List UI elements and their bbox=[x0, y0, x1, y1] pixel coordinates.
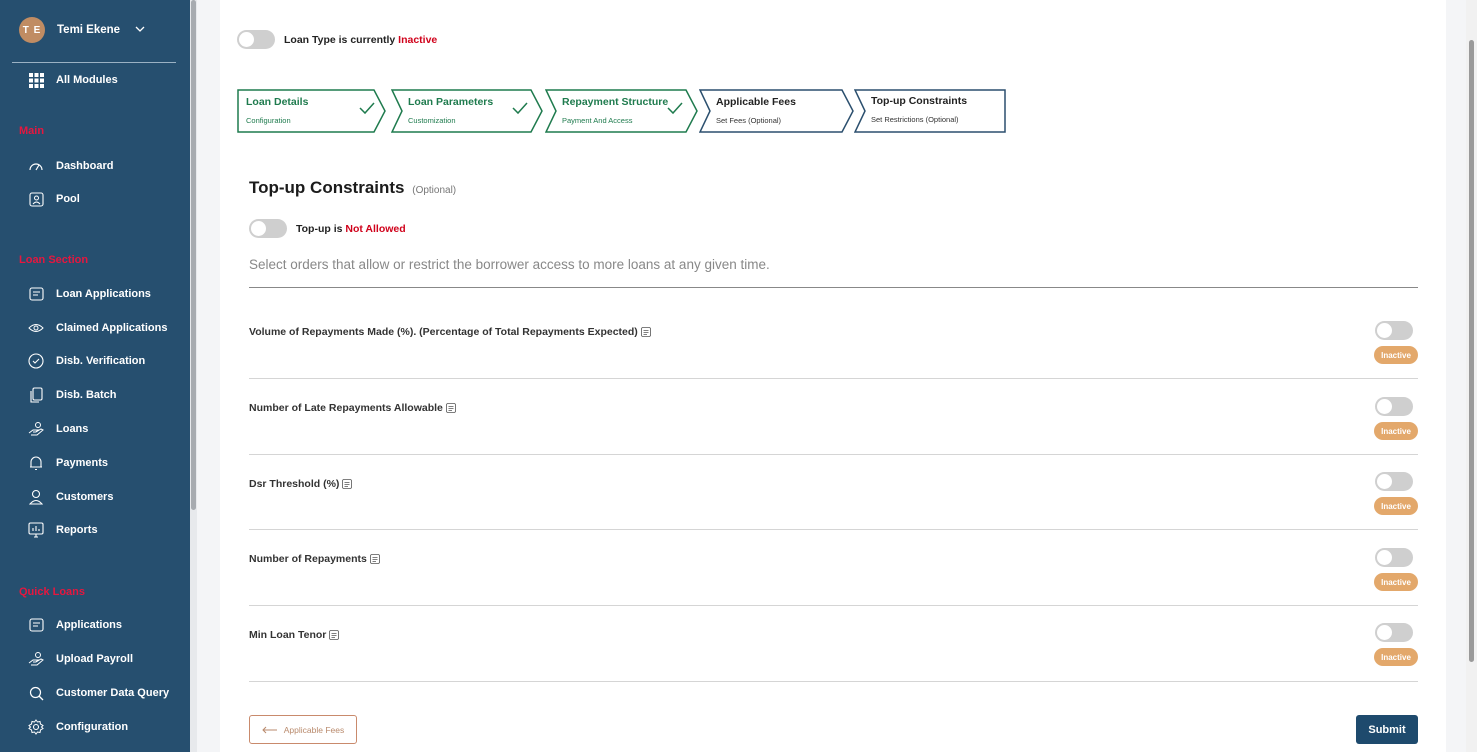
constraint-label bbox=[249, 629, 339, 641]
sidebar-item-dashboard[interactable] bbox=[28, 158, 113, 174]
check-icon bbox=[512, 101, 528, 115]
divider bbox=[249, 529, 1418, 530]
loan-type-prefix: Loan Type is currently bbox=[284, 33, 396, 46]
status-badge: Inactive bbox=[1374, 497, 1418, 515]
search-icon bbox=[28, 685, 44, 701]
dashboard-icon bbox=[28, 158, 44, 174]
applications-icon bbox=[28, 617, 44, 633]
sidebar-item-loan-applications[interactable] bbox=[28, 286, 151, 302]
loan-type-status bbox=[237, 30, 437, 49]
status-badge: Inactive bbox=[1374, 573, 1418, 591]
constraint-toggle[interactable] bbox=[1375, 548, 1413, 567]
user-menu[interactable] bbox=[19, 17, 145, 43]
divider bbox=[249, 605, 1418, 606]
info-icon[interactable] bbox=[641, 327, 651, 337]
constraint-toggle[interactable] bbox=[1375, 472, 1413, 491]
back-button-label: Applicable Fees bbox=[283, 724, 345, 735]
step-loan-parameters[interactable] bbox=[391, 89, 544, 133]
divider bbox=[249, 287, 1418, 288]
check-icon bbox=[359, 101, 375, 115]
section-title-text: Top-up Constraints bbox=[249, 178, 405, 197]
sidebar-item-quick-applications[interactable] bbox=[28, 617, 122, 633]
step-applicable-fees[interactable] bbox=[699, 89, 855, 133]
check-icon bbox=[667, 101, 683, 115]
pool-icon bbox=[28, 191, 44, 207]
step-subtitle: Payment And Access bbox=[562, 116, 633, 125]
back-button[interactable] bbox=[249, 715, 357, 744]
section-optional-tag: (Optional) bbox=[412, 185, 457, 196]
sidebar-item-disb-verification[interactable] bbox=[28, 353, 145, 369]
info-icon[interactable] bbox=[329, 630, 339, 640]
arrow-left-icon bbox=[262, 726, 278, 734]
hand-coins-icon bbox=[28, 421, 44, 437]
chart-icon bbox=[28, 522, 44, 538]
sidebar-item-label: Disb. Batch bbox=[56, 389, 117, 401]
check-circle-icon bbox=[28, 353, 44, 369]
person-icon bbox=[28, 489, 44, 505]
sidebar-scrollbar-thumb[interactable] bbox=[191, 0, 196, 510]
chevron-down-icon bbox=[135, 25, 145, 36]
info-icon[interactable] bbox=[370, 554, 380, 564]
submit-button[interactable]: Submit bbox=[1356, 715, 1418, 744]
step-top-up-constraints[interactable] bbox=[854, 89, 1006, 133]
step-title: Applicable Fees bbox=[716, 96, 796, 108]
grid-icon bbox=[28, 72, 44, 88]
sidebar-item-label: Customer Data Query bbox=[56, 687, 170, 699]
sidebar-item-label: Loan Applications bbox=[56, 288, 151, 300]
step-title: Repayment Structure bbox=[562, 96, 669, 108]
sidebar-item-disb-batch[interactable] bbox=[28, 387, 117, 403]
hand-coins-icon bbox=[28, 651, 44, 667]
constraint-toggle[interactable] bbox=[1375, 321, 1413, 340]
section-quick-loans: Quick Loans bbox=[19, 586, 86, 598]
sidebar-item-label: Dashboard bbox=[56, 160, 114, 172]
batch-icon bbox=[28, 387, 44, 403]
sidebar-item-customers[interactable] bbox=[28, 489, 113, 505]
section-main: Main bbox=[19, 125, 45, 137]
constraint-label bbox=[249, 478, 352, 490]
info-icon[interactable] bbox=[446, 403, 456, 413]
status-badge: Inactive bbox=[1374, 422, 1418, 440]
constraint-label-text: Dsr Threshold (%) bbox=[249, 478, 340, 490]
topup-status bbox=[249, 219, 406, 238]
sidebar-item-claimed-applications[interactable] bbox=[28, 320, 167, 336]
step-loan-details[interactable] bbox=[237, 89, 387, 133]
sidebar-item-reports[interactable] bbox=[28, 522, 98, 538]
sidebar-item-all-modules[interactable] bbox=[28, 72, 118, 88]
step-subtitle: Set Fees (Optional) bbox=[716, 116, 782, 125]
sidebar-item-label: Claimed Applications bbox=[56, 322, 168, 334]
step-subtitle: Configuration bbox=[246, 116, 291, 125]
step-repayment-structure[interactable] bbox=[545, 89, 699, 133]
topup-state: Not Allowed bbox=[345, 222, 406, 235]
sidebar-item-label: Upload Payroll bbox=[56, 653, 134, 665]
sidebar-item-configuration[interactable] bbox=[28, 719, 128, 735]
step-title: Top-up Constraints bbox=[871, 95, 968, 107]
sidebar-item-label: Pool bbox=[56, 193, 80, 205]
page-scrollbar[interactable] bbox=[1466, 0, 1477, 752]
topup-label bbox=[296, 223, 406, 235]
step-title: Loan Details bbox=[246, 96, 309, 108]
sidebar-item-label: Applications bbox=[56, 619, 123, 631]
sidebar-item-label: Customers bbox=[56, 491, 114, 503]
sidebar-item-label: Loans bbox=[56, 423, 89, 435]
constraint-label bbox=[249, 553, 380, 565]
divider bbox=[249, 378, 1418, 379]
constraint-label-text: Number of Repayments bbox=[249, 553, 367, 565]
sidebar bbox=[0, 0, 190, 752]
status-badge: Inactive bbox=[1374, 346, 1418, 364]
sidebar-item-label: All Modules bbox=[56, 74, 118, 86]
constraint-label-text: Min Loan Tenor bbox=[249, 629, 327, 641]
sidebar-scrollbar[interactable] bbox=[190, 0, 197, 752]
sidebar-item-payments[interactable] bbox=[28, 455, 108, 471]
sidebar-item-loans[interactable] bbox=[28, 421, 88, 437]
applications-icon bbox=[28, 286, 44, 302]
constraint-toggle[interactable] bbox=[1375, 397, 1413, 416]
loan-type-toggle[interactable] bbox=[237, 30, 275, 49]
constraint-label bbox=[249, 326, 651, 338]
sidebar-item-label: Disb. Verification bbox=[56, 355, 146, 367]
user-name: Temi Ekene bbox=[57, 24, 121, 36]
constraint-label-text: Volume of Repayments Made (%). (Percentage of Total Repayments Expected) bbox=[249, 326, 638, 338]
step-title: Loan Parameters bbox=[408, 96, 494, 108]
section-description: Select orders that allow or restrict the borrower access to more loans at any given time. bbox=[249, 257, 770, 272]
page-scrollbar-thumb[interactable] bbox=[1469, 40, 1474, 662]
divider bbox=[249, 454, 1418, 455]
sidebar-item-label: Payments bbox=[56, 457, 108, 469]
step-subtitle: Set Restrictions (Optional) bbox=[871, 115, 959, 124]
step-subtitle: Customization bbox=[408, 116, 456, 125]
sidebar-item-pool[interactable] bbox=[28, 191, 80, 207]
eye-icon bbox=[28, 320, 44, 336]
gear-icon bbox=[28, 719, 44, 735]
sidebar-item-customer-data-query[interactable] bbox=[28, 685, 169, 701]
sidebar-item-upload-payroll[interactable] bbox=[28, 651, 133, 667]
loan-type-state: Inactive bbox=[398, 33, 438, 46]
avatar: T E bbox=[19, 17, 45, 43]
topup-toggle[interactable] bbox=[249, 219, 287, 238]
info-icon[interactable] bbox=[342, 479, 352, 489]
divider bbox=[249, 681, 1418, 682]
sidebar-item-label: Reports bbox=[56, 524, 98, 536]
constraint-label-text: Number of Late Repayments Allowable bbox=[249, 402, 443, 414]
topup-prefix: Top-up is bbox=[296, 222, 343, 235]
sidebar-item-label: Configuration bbox=[56, 721, 129, 733]
loan-type-label bbox=[284, 34, 437, 46]
sidebar-divider bbox=[12, 62, 176, 63]
bell-icon bbox=[28, 455, 44, 471]
section-loan: Loan Section bbox=[19, 254, 89, 266]
section-title bbox=[249, 178, 456, 198]
constraint-toggle[interactable] bbox=[1375, 623, 1413, 642]
constraint-label bbox=[249, 402, 456, 414]
status-badge: Inactive bbox=[1374, 648, 1418, 666]
